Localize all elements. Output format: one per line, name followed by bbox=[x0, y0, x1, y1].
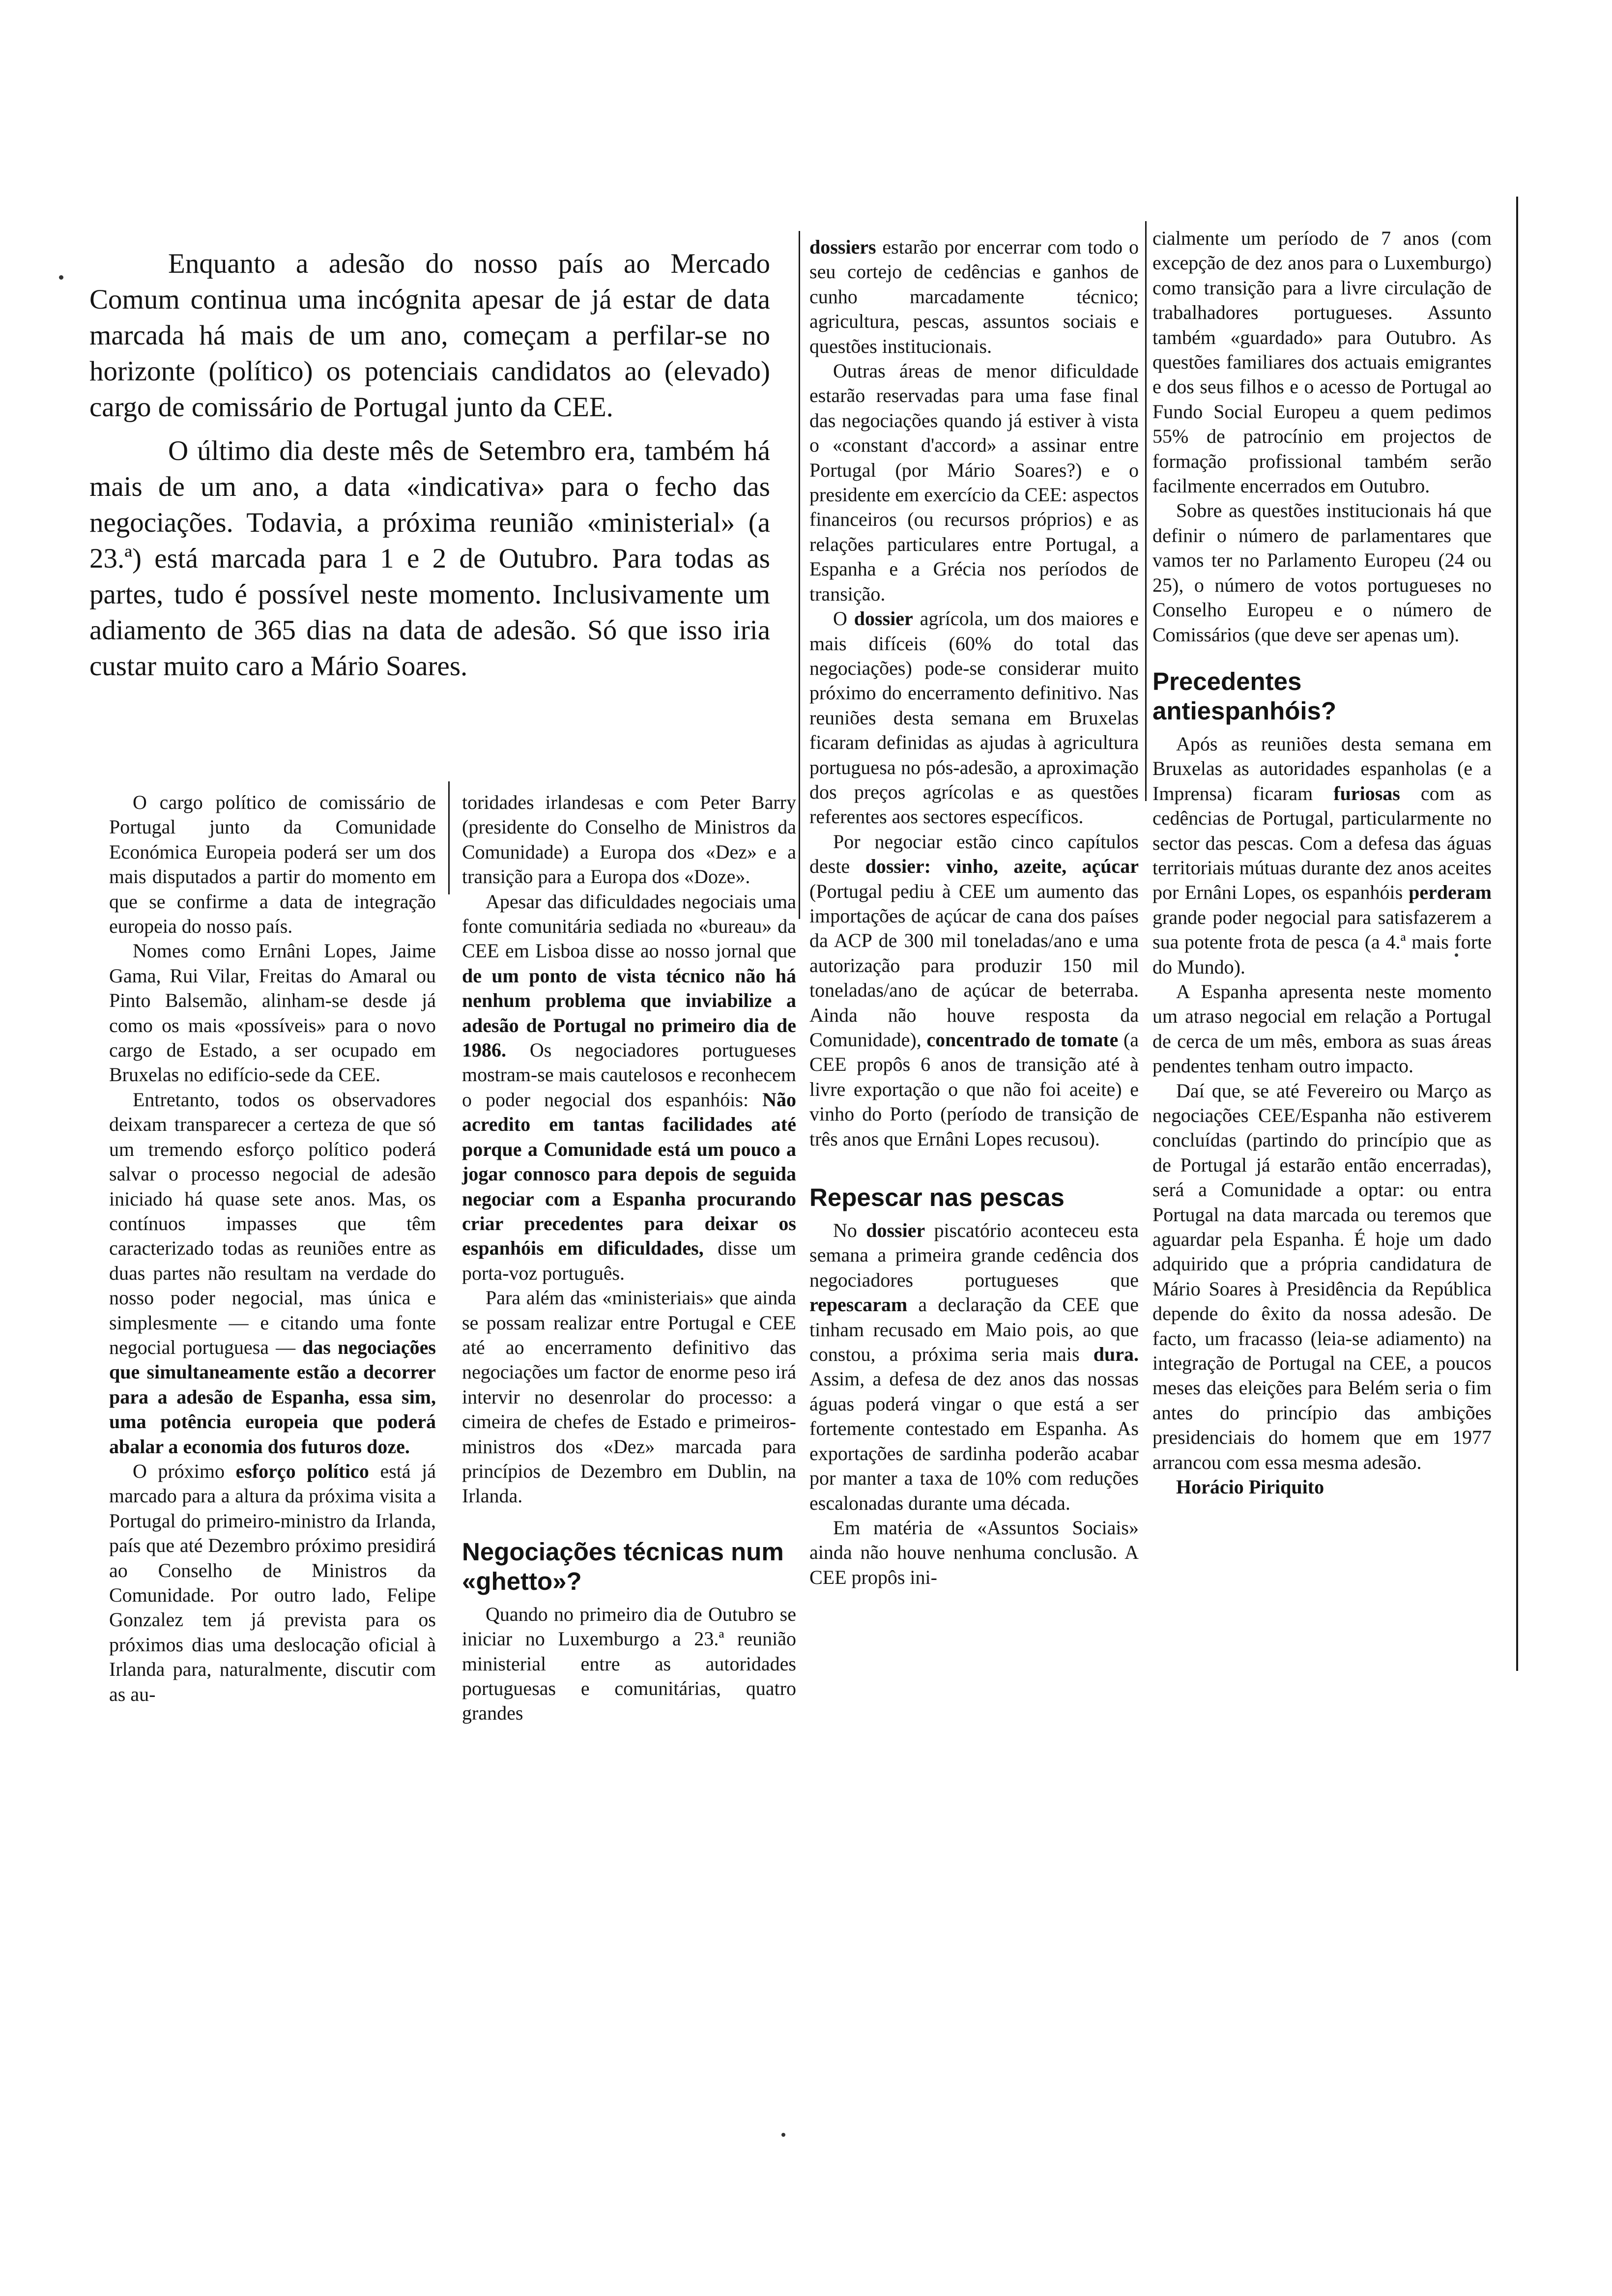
lead-paragraph: Enquanto a adesão do nosso país ao Mercado Comum continua uma incógnita apesar de já estar de data marcada há mais de um ano, começam a perfilar-se no horizonte (político) os potenciais candidatos ao (elevado) cargo de comissário de Portugal junto da CEE. bbox=[89, 248, 770, 423]
article-column-1 bbox=[109, 790, 436, 1707]
section-heading: Negociações técnicas num «ghetto»? bbox=[462, 1537, 784, 1595]
bold-word: dura. bbox=[1093, 1343, 1139, 1366]
paragraph: Em matéria de «Assuntos Sociais» ainda não houve nenhuma conclusão. A CEE propôs ini- bbox=[809, 1516, 1139, 1588]
bold-phrase: esforço político bbox=[235, 1460, 369, 1482]
article-column-3 bbox=[809, 235, 1139, 1590]
text: O bbox=[833, 607, 847, 630]
author-signature: Horácio Piriquito bbox=[1176, 1476, 1324, 1498]
text: piscatório aconteceu esta semana a primeira grande cedência dos negociadores portugueses que bbox=[809, 1219, 1139, 1291]
section-heading: Precedentes antiespanhóis? bbox=[1152, 667, 1337, 725]
bold-phrase: dossier: vinho, azeite, açúcar bbox=[865, 855, 1139, 878]
text: (a CEE propôs 6 anos de transição até à livre exportação o que não foi aceite) e vinho do Porto (período de transição de três anos que Ernâni Lopes recusou). bbox=[809, 1029, 1139, 1150]
scan-speck bbox=[1455, 953, 1458, 957]
column-rule bbox=[448, 781, 450, 894]
paragraph bbox=[809, 1218, 1139, 1516]
text: a declaração da CEE que tinham recusado em Maio pois, ao que constou, a próxima seria mais bbox=[809, 1293, 1139, 1366]
bold-word: perderam bbox=[1409, 881, 1492, 904]
bold-word: repescaram bbox=[809, 1293, 908, 1316]
text: disse um porta-voz português. bbox=[462, 1237, 796, 1284]
paragraph: Daí que, se até Fevereiro ou Março as negociações CEE/Espanha não estiverem concluídas (partindo do princípio que as de Portugal já estarão então encerradas), será a Comunidade a optar: ou entra Portugal na data marcada ou teremos que aguardar pela Espanha. É hoje um dado adquirido que a própria candidatura de Mário Soares à Presidência da República depende do êxito da nossa adesão. De facto, um fracasso (leia-se adiamento) na integração de Portugal na CEE, a poucos meses das eleições para Belém seria o fim antes do princípio das ambições presidenciais do homem que em 1977 arrancou com essa mesma adesão. bbox=[1152, 1079, 1492, 1473]
section-heading: Repescar nas pescas bbox=[809, 1183, 1065, 1212]
column-rule bbox=[799, 231, 800, 919]
bold-word: dossier bbox=[866, 1219, 925, 1242]
text: (Portugal pediu à CEE um aumento das importações de açúcar de cana dos países da ACP de 300 mil toneladas/ano e uma autorização para produzir 150 mil toneladas/ano de açúcar de beterraba. Ainda não houve resposta da Comunidade), bbox=[809, 880, 1139, 1051]
paragraph: toridades irlandesas e com Peter Barry (presidente do Conselho de Ministros da Comunidade) a Europa dos «Dez» e a transição para a Europa dos «Doze». bbox=[462, 791, 796, 888]
bold-phrase: concentrado de tomate bbox=[926, 1029, 1119, 1051]
text: Os negociadores portugueses mostram-se mais cautelosos e reconhecem o poder negocial dos espanhóis: bbox=[462, 1039, 797, 1111]
scan-speck bbox=[59, 275, 63, 280]
text: com as cedências de Portugal, particularmente no sector das pescas. Com a defesa das águas territoriais mútuas durante dez anos aceites por Ernâni Lopes, os espanhóis bbox=[1152, 782, 1492, 904]
paragraph: Outras áreas de menor dificuldade estarão reservadas para uma fase final das negociações quando já estiver à vista o «constant d'accord» a assinar entre Portugal (por Mário Soares?) e o presidente em exercício da CEE: aspectos financeiros (ou recursos próprios) e as relações particulares entre Portugal, a Espanha e a Grécia nos períodos de transição. bbox=[809, 360, 1139, 605]
paragraph bbox=[1152, 732, 1492, 979]
paragraph: Nomes como Ernâni Lopes, Jaime Gama, Rui Vilar, Freitas do Amaral ou Pinto Balsemão, alinham-se desde já como os mais «possíveis» para o novo cargo de Estado, a ser ocupado em Bruxelas no edifício-sede da CEE. bbox=[109, 940, 436, 1086]
text: estarão por encerrar com todo o seu cortejo de cedências e ganhos de cunho marcadamente técnico; agricultura, pescas, assuntos sociais e questões institucionais. bbox=[809, 236, 1139, 357]
paragraph bbox=[462, 890, 796, 1286]
text: O próximo bbox=[133, 1460, 225, 1482]
paragraph bbox=[809, 235, 1139, 359]
bold-quote: das negociações que simultaneamente estão a decorrer para a adesão de Espanha, essa sim, uma potência europeia que poderá abalar a economia dos futuros doze. bbox=[109, 1336, 436, 1458]
paragraph: Quando no primeiro dia de Outubro se iniciar no Luxemburgo a 23.ª reunião ministerial entre as autoridades portuguesas e comunitárias, quatro grandes bbox=[462, 1603, 796, 1724]
paragraph: A Espanha apresenta neste momento um atraso negocial em relação a Portugal de cerca de um mês, embora as suas áreas pendentes tenham outro impacto. bbox=[1152, 980, 1492, 1077]
text: Apesar das dificuldades negociais uma fonte comunitária sediada no «bureau» da CEE em Lisboa disse ao nosso jornal que bbox=[462, 890, 796, 962]
lead-block bbox=[89, 246, 770, 684]
text: está já marcado para a altura da próxima visita a Portugal do primeiro-ministro da Irlanda, país que até Dezembro próximo presidirá ao Conselho de Ministros da Comunidade. Por outro lado, Felipe Gonzalez tem já prevista para os próximos dias uma deslocação oficial à Irlanda para, naturalmente, discutir com as au- bbox=[109, 1460, 436, 1705]
bold-word: dossier bbox=[854, 607, 913, 630]
column-rule bbox=[1145, 221, 1147, 801]
text: No bbox=[833, 1219, 857, 1242]
bold-quote: de um ponto de vista técnico não há nenhum problema que inviabilize a adesão de Portugal no primeiro dia de 1986. bbox=[462, 964, 796, 1062]
bold-word: dossiers bbox=[809, 236, 876, 258]
paragraph: Sobre as questões institucionais há que definir o número de parlamentares que vamos ter no Parlamento Europeu (24 ou 25), o número de votos portugueses no Conselho Europeu e o número de Comissários (que deve ser apenas um). bbox=[1152, 499, 1492, 646]
paragraph: cialmente um período de 7 anos (com excepção de dez anos para o Luxemburgo) como transição para a livre circulação de trabalhadores portugueses. Assunto também «guardado» para Outubro. As questões familiares dos actuais emigrantes e dos seus filhos e o acesso de Portugal ao Fundo Social Europeu a quem pedimos 55% de patrocínio em projectos de formação profissional também serão facilmente encerrados em Outubro. bbox=[1152, 227, 1492, 497]
article-column-2 bbox=[462, 790, 796, 1726]
bold-quote: Não acredito em tantas facilidades até porque a Comunidade está um pouco a jogar connosco para depois de seguida negociar com a Espanha procurando criar precedentes para deixar os espanhóis em dificuldades, bbox=[462, 1088, 797, 1260]
bold-word: furiosas bbox=[1333, 782, 1400, 804]
paragraph bbox=[809, 830, 1139, 1151]
text: Assim, a defesa de dez anos das nossas águas poderá vingar o que está a ser fortemente contestado em Espanha. As exportações de sardinha poderão acabar por manter a taxa de 10% com reduções escalonadas durante uma década. bbox=[809, 1368, 1139, 1514]
paragraph bbox=[809, 606, 1139, 830]
text: Após as reuniões desta semana em Bruxelas as autoridades espanholas (e a Imprensa) ficaram bbox=[1152, 732, 1492, 804]
paragraph bbox=[109, 1459, 436, 1707]
text: Entretanto, todos os observadores deixam transparecer a certeza de que só um tremendo esforço político poderá salvar o processo negocial de adesão iniciado há quase sete anos. Mas, os contínuos impasses que têm caracterizado todas as reuniões entre as duas partes não resultam na verdade do nosso poder negocial, mas única e simplesmente — e citando uma fonte negocial portuguesa — bbox=[109, 1088, 436, 1358]
scan-speck bbox=[781, 2133, 785, 2137]
column-rule bbox=[1516, 197, 1518, 1671]
lead-paragraph: O último dia deste mês de Setembro era, também há mais de um ano, a data «indicativa» para o fecho das negociações. Todavia, a próxima reunião «ministerial» (a 23.ª) está marcada para 1 e 2 de Outubro. Para todas as partes, tudo é possível neste momento. Inclusivamente um adiamento de 365 dias na data de adesão. Só que isso iria custar muito caro a Mário Soares. bbox=[89, 435, 770, 682]
text: Por negociar estão cinco capítulos deste bbox=[809, 830, 1139, 878]
text: agrícola, um dos maiores e mais difíceis (60% do total das negociações) pode-se considerar muito próximo do encerramento definitivo. Nas reuniões desta semana em Bruxelas ficaram definidas as ajudas à agricultura portuguesa no pós-adesão, a aproximação dos preços agrícolas e as questões referentes aos sectores específicos. bbox=[809, 607, 1139, 828]
text: grande poder negocial para satisfazerem a sua potente frota de pesca (a 4.ª mais forte do Mundo). bbox=[1152, 906, 1492, 978]
paragraph: Para além das «ministeriais» que ainda se possam realizar entre Portugal e CEE até ao encerramento definitivo das negociações um factor de enorme peso irá intervir no desenrolar do processo: a cimeira de chefes de Estado e primeiros-ministros dos «Dez» marcada para princípios de Dezembro em Dublin, na Irlanda. bbox=[462, 1287, 796, 1507]
paragraph: O cargo político de comissário de Portugal junto da Comunidade Económica Europeia poderá ser um dos mais disputados a partir do momento em que se confirme a data de integração europeia do nosso país. bbox=[109, 791, 436, 938]
paragraph bbox=[109, 1088, 436, 1459]
article-column-4 bbox=[1152, 226, 1492, 1500]
